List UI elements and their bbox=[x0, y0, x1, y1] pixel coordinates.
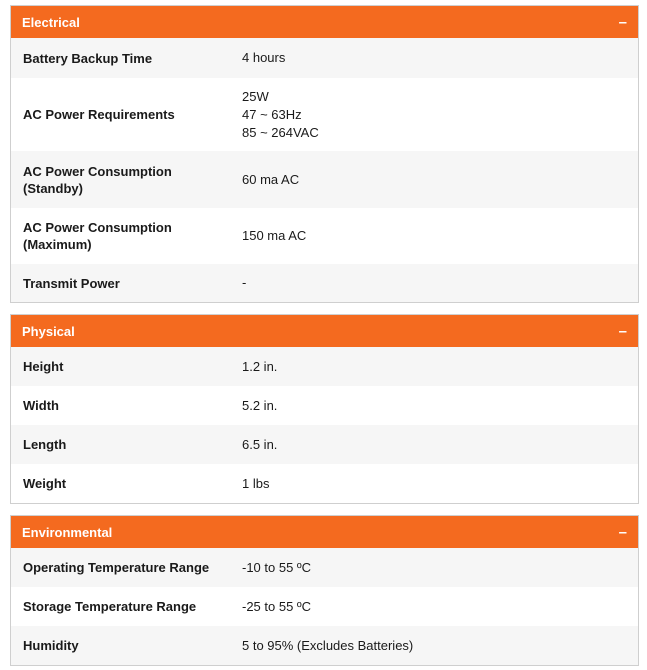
spec-label: AC Power Consumption (Standby) bbox=[23, 163, 172, 196]
environmental-section bbox=[10, 515, 639, 666]
spec-value: 5 to 95% (Excludes Batteries) bbox=[242, 637, 414, 653]
spec-value: -25 to 55 ºC bbox=[242, 598, 312, 614]
spec-label: Length bbox=[23, 437, 67, 452]
spec-label: Operating Temperature Range bbox=[23, 560, 210, 575]
spec-value-line: 47 ~ 63Hz bbox=[242, 106, 302, 122]
spec-label: AC Power Requirements bbox=[23, 107, 175, 122]
environmental-section-header[interactable] bbox=[11, 516, 638, 548]
spec-label: Weight bbox=[23, 476, 67, 491]
spec-row-weight bbox=[11, 464, 638, 503]
collapse-icon[interactable]: – bbox=[618, 322, 627, 340]
spec-row-ac-power-consumption-maximum bbox=[11, 208, 638, 264]
spec-row-length bbox=[11, 425, 638, 464]
spec-label: Storage Temperature Range bbox=[23, 599, 197, 614]
spec-label: Humidity bbox=[23, 638, 79, 653]
spec-value: 5.2 in. bbox=[242, 397, 278, 413]
electrical-section-header[interactable] bbox=[11, 6, 638, 38]
spec-value bbox=[230, 88, 319, 142]
spec-value-line: 25W bbox=[242, 88, 269, 104]
spec-row-height bbox=[11, 347, 638, 386]
spec-label: Transmit Power bbox=[23, 275, 120, 291]
physical-section bbox=[10, 314, 639, 504]
spec-value: -10 to 55 ºC bbox=[242, 559, 312, 575]
spec-label: AC Power Consumption (Maximum) bbox=[23, 220, 172, 252]
spec-row-ac-power-consumption-standby bbox=[11, 151, 638, 208]
spec-row-storage-temperature-range bbox=[11, 587, 638, 626]
spec-value: 4 hours bbox=[242, 50, 286, 65]
spec-label: Width bbox=[23, 398, 59, 413]
spec-value: 60 ma AC bbox=[242, 171, 300, 187]
spec-row-width bbox=[11, 386, 638, 425]
spec-value-line: 85 ~ 264VAC bbox=[242, 124, 319, 140]
section-title: Electrical bbox=[22, 14, 80, 30]
collapse-icon[interactable]: – bbox=[618, 13, 627, 31]
spec-row-battery-backup-time bbox=[11, 38, 638, 78]
spec-label: Battery Backup Time bbox=[23, 50, 153, 66]
collapse-icon[interactable]: – bbox=[618, 523, 627, 541]
spec-value: 1.2 in. bbox=[242, 358, 278, 374]
spec-value: 6.5 in. bbox=[242, 436, 278, 452]
spec-value: - bbox=[242, 275, 247, 290]
physical-section-header[interactable] bbox=[11, 315, 638, 347]
spec-row-transmit-power bbox=[11, 264, 638, 302]
electrical-section bbox=[10, 5, 639, 303]
spec-label: Height bbox=[23, 359, 64, 374]
section-title: Physical bbox=[22, 323, 75, 339]
spec-value: 150 ma AC bbox=[242, 228, 307, 243]
section-title: Environmental bbox=[22, 524, 113, 540]
spec-row-operating-temperature-range bbox=[11, 548, 638, 587]
spec-row-humidity bbox=[11, 626, 638, 665]
spec-value: 1 lbs bbox=[242, 475, 270, 491]
spec-row-ac-power-requirements bbox=[11, 78, 638, 151]
